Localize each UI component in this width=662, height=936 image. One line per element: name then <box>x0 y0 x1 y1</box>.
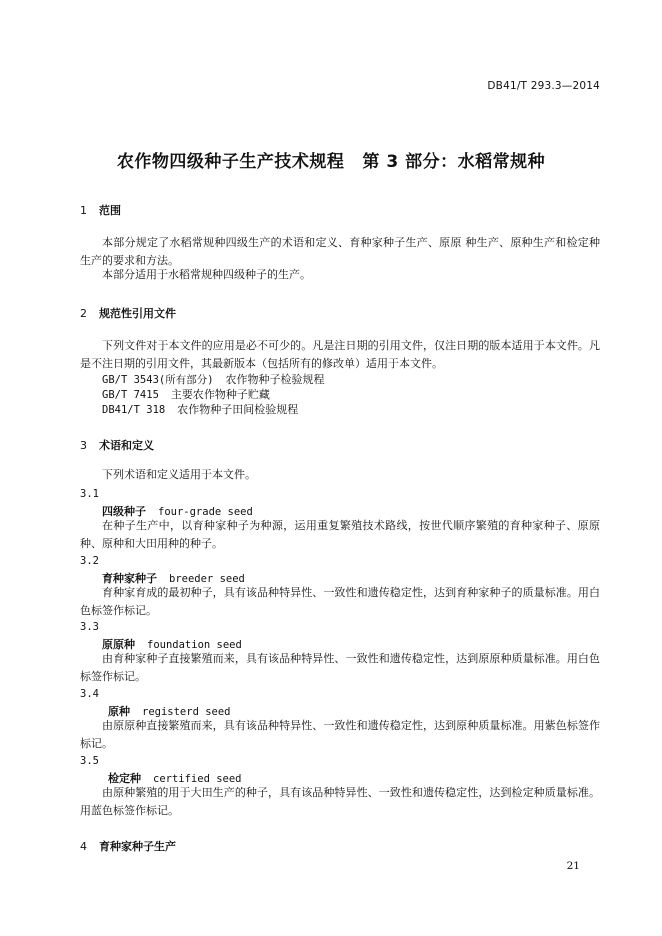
section-title: 范围 <box>99 204 121 217</box>
reference-name: 主要农作物种子贮藏 <box>170 388 270 401</box>
subclause-number: 3.5 <box>80 755 99 767</box>
term-english: foundation seed <box>147 639 242 651</box>
term-chinese: 原种 <box>108 705 130 718</box>
section-number: 1 <box>80 204 87 217</box>
term-english: certified seed <box>153 773 242 785</box>
term-chinese: 检定种 <box>108 772 141 785</box>
term-chinese: 原原种 <box>102 638 135 651</box>
document-code: DB41/T 293.3—2014 <box>487 80 600 92</box>
section-number: 3 <box>80 439 87 452</box>
subclause-number: 3.4 <box>80 688 99 700</box>
title-main: 农作物四级种子生产技术规程 <box>116 152 345 172</box>
reference-code: DB41/T 318 <box>102 404 166 416</box>
term-definition: 在种子生产中，以育种家种子为种源，运用重复繁殖技术路线，按世代顺序繁殖的育种家种子、原原种、原种和大田用种的种子。 <box>80 519 600 551</box>
term-definition: 由原种繁殖的用于大田生产的种子，具有该品种特异性、一致性和遗传稳定性，达到检定种质量标准。用蓝色标签作标记。 <box>80 786 600 818</box>
page-number: 21 <box>566 860 580 872</box>
term-definition: 由原原种直接繁殖而来，具有该品种特异性、一致性和遗传稳定性，达到原种质量标准。用紫色标签作标记。 <box>80 719 600 751</box>
section-title: 术语和定义 <box>99 439 154 452</box>
term-english: registerd seed <box>142 706 231 718</box>
paragraph-scope-2: 本部分适用于水稻常规种四级种子的生产。 <box>102 268 311 281</box>
document-title <box>0 147 662 172</box>
term-english: breeder seed <box>169 573 245 585</box>
section-heading-3 <box>80 437 154 453</box>
subclause-number: 3.1 <box>80 488 99 500</box>
section-title: 规范性引用文件 <box>99 307 176 320</box>
term-definition: 育种家育成的最初种子，具有该品种特异性、一致性和遗传稳定性，达到育种家种子的质量标准。用白色标签作标记。 <box>80 586 600 618</box>
section-number: 4 <box>80 840 87 853</box>
paragraph-scope-1: 本部分规定了水稻常规种四级生产的术语和定义、育种家种子生产、原原 种生产、原种生产和检定种生产的要求和方法。 <box>80 236 600 268</box>
reference-item <box>102 402 298 418</box>
subclause-number: 3.2 <box>80 555 99 567</box>
reference-code: GB/T 7415 <box>102 389 159 401</box>
reference-code: GB/T 3543(所有部分) <box>102 374 214 386</box>
section-heading-1 <box>80 202 121 218</box>
section-number: 2 <box>80 307 87 320</box>
subclause-number: 3.3 <box>80 621 99 633</box>
term-definition: 由育种家种子直接繁殖而来，具有该品种特异性、一致性和遗传稳定性，达到原原种质量标准。用白色标签作标记。 <box>80 652 600 684</box>
paragraph-normative-refs: 下列文件对于本文件的应用是必不可少的。凡是注日期的引用文件，仅注日期的版本适用于本文件。凡是不注日期的引用文件，其最新版本（包括所有的修改单）适用于本文件。 <box>80 339 600 371</box>
term-chinese: 四级种子 <box>102 505 146 518</box>
title-part: 第 3 部分：水稻常规种 <box>362 152 546 172</box>
term-chinese: 育种家种子 <box>102 572 157 585</box>
section-heading-4 <box>80 838 176 854</box>
term-english: four-grade seed <box>158 506 253 518</box>
reference-item <box>102 372 325 388</box>
section-title: 育种家种子生产 <box>99 840 176 853</box>
paragraph-terms-intro: 下列术语和定义适用于本文件。 <box>102 468 256 481</box>
reference-name: 农作物种子田间检验规程 <box>177 403 299 416</box>
reference-name: 农作物种子检验规程 <box>225 373 325 386</box>
section-heading-2 <box>80 305 176 321</box>
reference-item <box>102 387 270 403</box>
